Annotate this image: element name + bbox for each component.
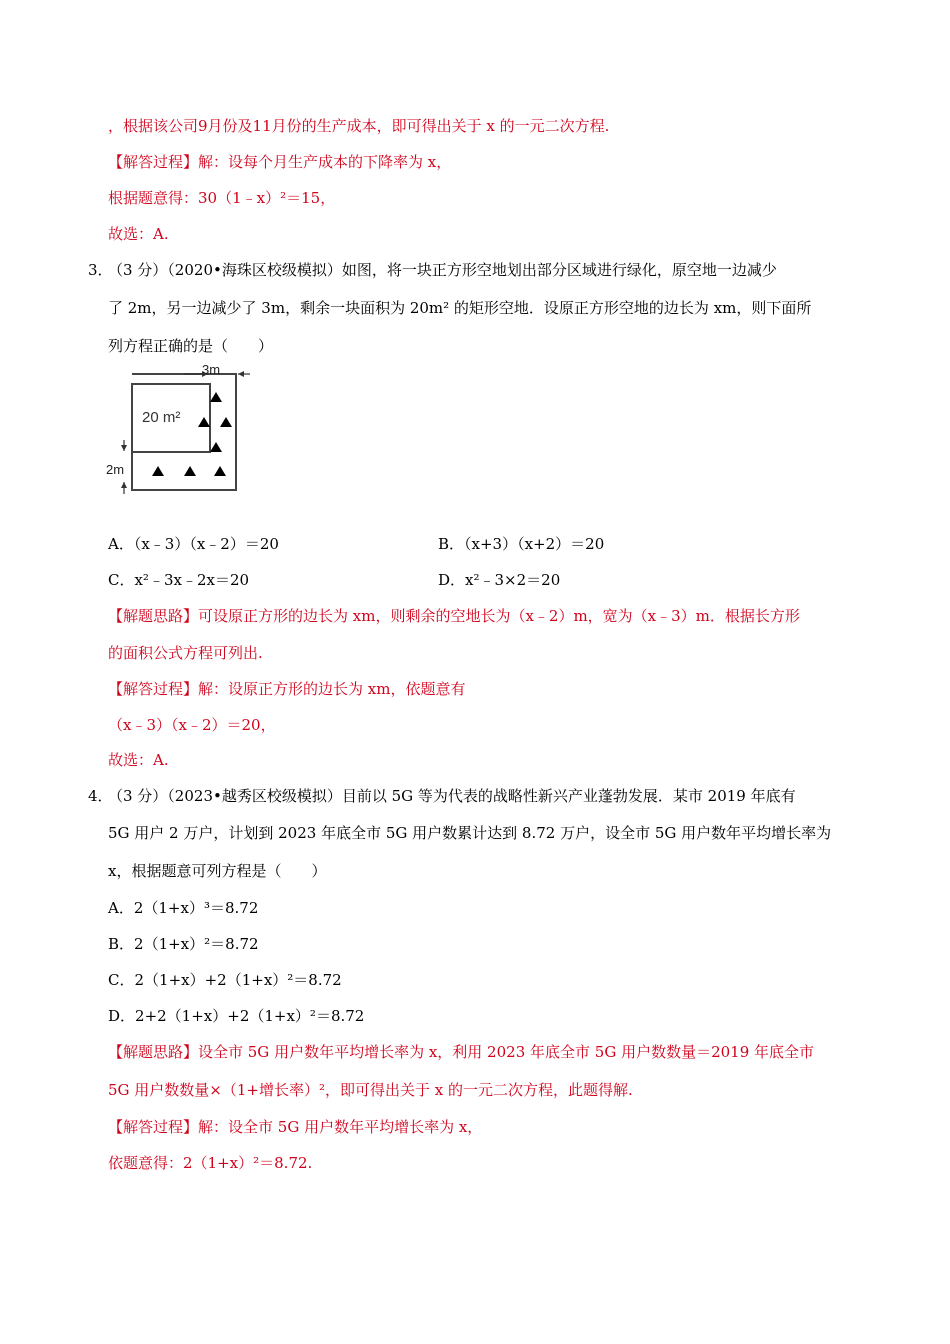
prev-solution-line-2: 【解答过程】解：设每个月生产成本的下降率为 x，: [108, 153, 452, 171]
q4-option-a: A．2（1+x）³＝8.72: [108, 899, 259, 917]
prev-solution-line-1: ，根据该公司9月份及11月份的生产成本，即可得出关于 x 的一元二次方程.: [108, 117, 610, 135]
question-3-figure: [104, 362, 254, 498]
q3-option-a: A．（x﹣3）（x﹣2）＝20: [108, 535, 279, 553]
q3-idea-2: 的面积公式方程可列出.: [108, 644, 263, 662]
q3-solution-2: （x﹣3）（x﹣2）＝20，: [108, 716, 276, 734]
question-3-text-1: （3 分）（2020•海珠区校级模拟）如图，将一块正方形空地划出部分区域进行绿化，原空地一边减少: [108, 261, 777, 279]
question-4-text-1: （3 分）（2023•越秀区校级模拟）目前以 5G 等为代表的战略性新兴产业蓬勃发展．某市 2019 年底有: [108, 787, 796, 805]
q3-option-d: D．x²﹣3×2＝20: [438, 571, 561, 589]
q4-idea-2: 5G 用户数数量×（1+增长率）²，即可得出关于 x 的一元二次方程，此题得解.: [108, 1081, 633, 1099]
greening-markers: [152, 392, 232, 476]
q4-option-d: D．2+2（1+x）+2（1+x）²＝8.72: [108, 1007, 365, 1025]
question-3-number: 3．: [88, 261, 113, 279]
prev-solution-line-3: 根据题意得：30（1﹣x）²＝15，: [108, 189, 336, 207]
prev-solution-line-4: 故选：A.: [108, 225, 169, 243]
q3-solution-3: 故选：A.: [108, 751, 169, 769]
question-3-text-3: 列方程正确的是（ ）: [108, 337, 274, 355]
q4-option-b: B．2（1+x）²＝8.72: [108, 935, 259, 953]
q3-solution-1: 【解答过程】解：设原正方形的边长为 xm，依题意有: [108, 680, 466, 698]
figure-label-left: 2m: [106, 462, 125, 477]
question-4-text-2: 5G 用户 2 万户，计划到 2023 年底全市 5G 用户数累计达到 8.72 万户，设全市 5G 用户数年平均增长率为: [108, 824, 832, 842]
figure-label-top: 3m: [202, 362, 221, 377]
q3-idea-1: 【解题思路】可设原正方形的边长为 xm，则剩余的空地长为（x﹣2）m，宽为（x﹣3）m．根据长方形: [108, 607, 800, 625]
question-3-text-2: 了 2m，另一边减少了 3m，剩余一块面积为 20m² 的矩形空地．设原正方形空地的边长为 xm，则下面所: [108, 299, 812, 317]
q4-solution-2: 依题意得：2（1+x）²＝8.72.: [108, 1154, 313, 1172]
q4-solution-1: 【解答过程】解：设全市 5G 用户数年平均增长率为 x，: [108, 1118, 483, 1136]
q3-option-c: C．x²﹣3x﹣2x＝20: [108, 571, 250, 589]
q3-option-b: B．（x+3）（x+2）＝20: [438, 535, 605, 553]
question-4-number: 4．: [88, 787, 113, 805]
q4-idea-1: 【解题思路】设全市 5G 用户数年平均增长率为 x，利用 2023 年底全市 5G 用户数数量＝2019 年底全市: [108, 1043, 815, 1061]
question-4-text-3: x，根据题意可列方程是（ ）: [108, 862, 327, 880]
figure-label-area: 20 m²: [142, 409, 181, 426]
q4-option-c: C．2（1+x）+2（1+x）²＝8.72: [108, 971, 342, 989]
